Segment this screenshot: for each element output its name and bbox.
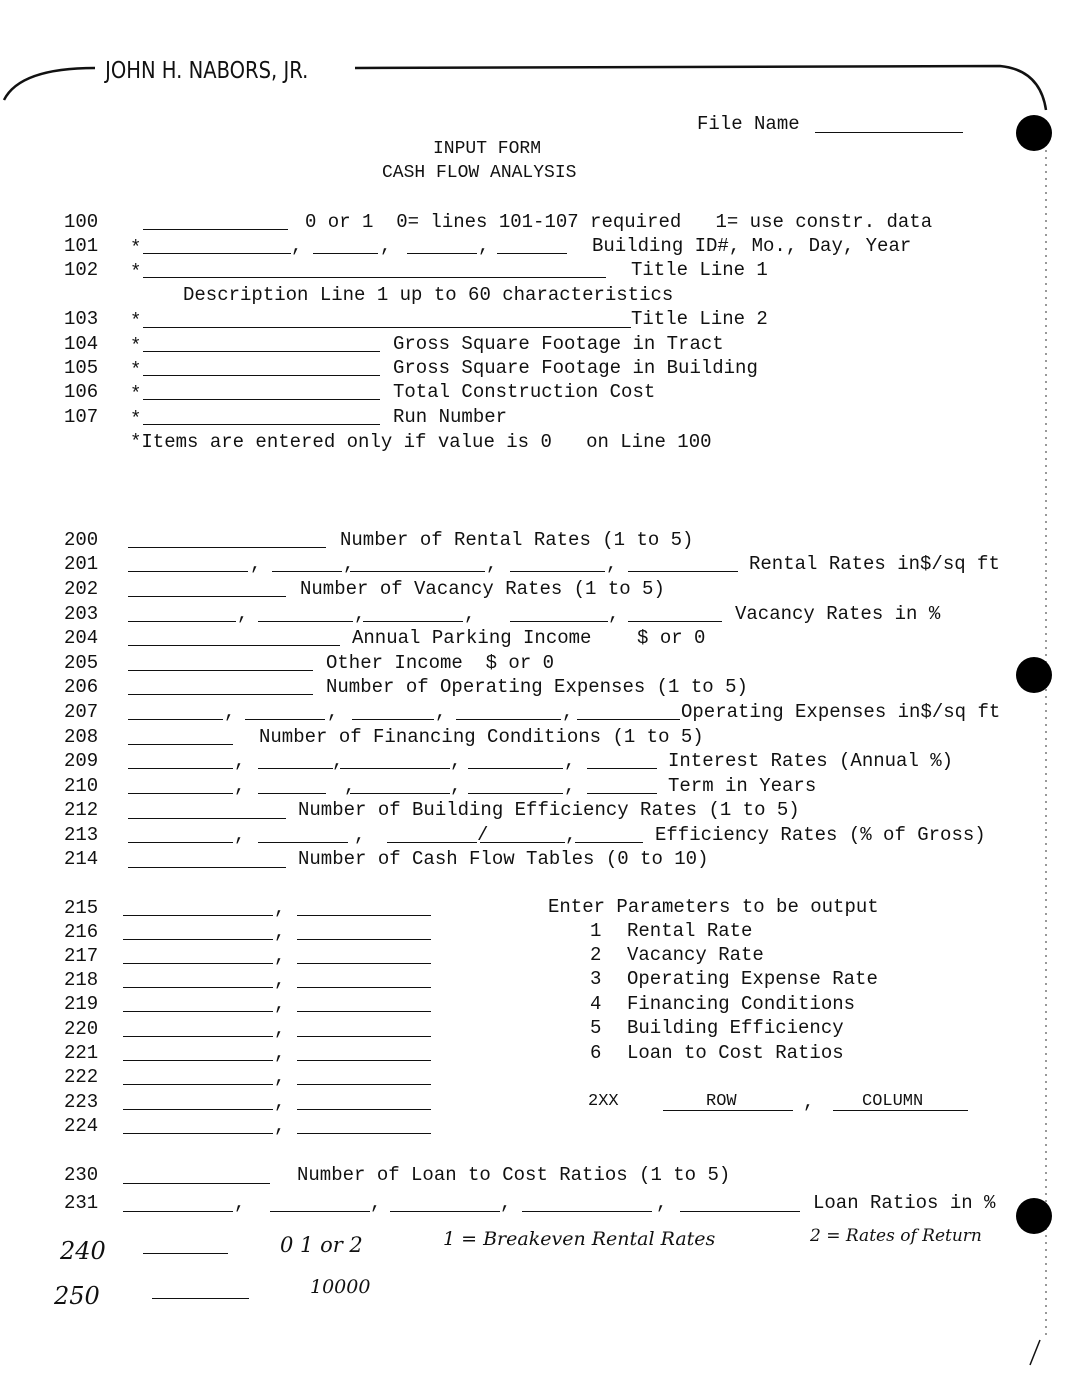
punch-hole <box>1016 657 1052 693</box>
building-footage-field[interactable] <box>143 375 380 376</box>
line-240-field[interactable] <box>143 1253 228 1254</box>
rental-rate-field[interactable] <box>628 571 738 572</box>
param-label: Vacancy Rate <box>627 944 764 966</box>
loan-ratio-field[interactable] <box>522 1211 652 1212</box>
row-value-field[interactable] <box>123 1060 273 1061</box>
interest-rate-field[interactable] <box>258 768 333 769</box>
efficiency-rate-field[interactable] <box>128 842 233 843</box>
param-number: 6 <box>590 1042 602 1064</box>
line-number: 222 <box>64 1066 99 1088</box>
interest-rate-field[interactable] <box>340 768 450 769</box>
column-value-field[interactable] <box>297 1036 431 1037</box>
line-number: 215 <box>64 897 99 919</box>
file-name-label: File Name <box>697 113 800 135</box>
line-number: 214 <box>64 848 99 870</box>
line-100-field[interactable] <box>143 229 288 230</box>
column-value-field[interactable] <box>297 1011 431 1012</box>
param-label: Financing Conditions <box>627 993 856 1015</box>
form-title: INPUT FORM <box>433 139 542 159</box>
separator-comma: , <box>274 1018 286 1040</box>
required-star: * <box>130 237 142 259</box>
required-star: * <box>130 310 142 332</box>
required-star: * <box>130 408 142 430</box>
line-number: 200 <box>64 529 99 551</box>
line-203-label: Vacancy Rates in % <box>735 603 941 625</box>
line-230-label: Number of Loan to Cost Ratios (1 to 5) <box>297 1164 731 1186</box>
line-103-label: Title Line 2 <box>631 308 768 330</box>
line-number: 208 <box>64 726 99 748</box>
separator-comma: , <box>274 945 286 967</box>
separator-comma: , <box>274 1091 286 1113</box>
line-231-label: Loan Ratios in % <box>813 1192 996 1214</box>
vacancy-rate-field[interactable] <box>258 621 353 622</box>
param-number: 5 <box>590 1017 602 1039</box>
loan-ratio-field[interactable] <box>123 1211 233 1212</box>
line-204-label: Annual Parking Income $ or 0 <box>352 627 706 649</box>
operating-expense-field[interactable] <box>577 719 680 720</box>
line-250-field[interactable] <box>152 1298 249 1299</box>
handwritten-line-240: 240 <box>60 1237 106 1265</box>
param-number: 4 <box>590 993 602 1015</box>
line-208-field[interactable] <box>128 744 233 745</box>
loan-ratio-field[interactable] <box>390 1211 500 1212</box>
line-number: 223 <box>64 1091 99 1113</box>
header-name: JOHN H. NABORS, JR. <box>100 58 313 84</box>
column-value-field[interactable] <box>297 1109 431 1110</box>
efficiency-rate-field[interactable] <box>480 842 565 843</box>
line-number: 210 <box>64 775 99 797</box>
line-number: 212 <box>64 799 99 821</box>
interest-rate-field[interactable] <box>128 768 233 769</box>
row-label: ROW <box>706 1092 737 1111</box>
param-label: Building Efficiency <box>627 1017 844 1039</box>
line-number: 219 <box>64 993 99 1015</box>
rental-rate-field[interactable] <box>350 571 485 572</box>
column-value-field[interactable] <box>297 1133 431 1134</box>
row-value-field[interactable] <box>123 1133 273 1134</box>
line-210-label: Term in Years <box>668 775 817 797</box>
separator-comma: , <box>274 969 286 991</box>
param-label: Rental Rate <box>627 920 753 942</box>
row-value-field[interactable] <box>123 963 273 964</box>
line-number: 218 <box>64 969 99 991</box>
line-106-label: Total Construction Cost <box>393 381 656 403</box>
rental-rate-field[interactable] <box>128 571 248 572</box>
line-104-label: Gross Square Footage in Tract <box>393 333 724 355</box>
column-value-field[interactable] <box>297 987 431 988</box>
line-number: 221 <box>64 1042 99 1064</box>
day-field[interactable] <box>407 253 477 254</box>
separator-comma: , <box>274 921 286 943</box>
punch-hole <box>1016 1198 1052 1234</box>
required-items-note: *Items are entered only if value is 0 on Line 100 <box>130 431 712 453</box>
line-number: 204 <box>64 627 99 649</box>
loan-ratio-field[interactable] <box>270 1211 370 1212</box>
param-number: 3 <box>590 968 602 990</box>
line-102-label: Title Line 1 <box>631 259 768 281</box>
row-value-field[interactable] <box>123 915 273 916</box>
operating-expense-field[interactable] <box>245 719 325 720</box>
line-208-label: Number of Financing Conditions (1 to 5) <box>259 726 704 748</box>
line-number: 217 <box>64 945 99 967</box>
row-value-field[interactable] <box>123 939 273 940</box>
separator-comma: , <box>274 1066 286 1088</box>
line-number: 206 <box>64 676 99 698</box>
line-number: 102 <box>64 259 99 281</box>
month-field[interactable] <box>313 253 378 254</box>
param-number: 1 <box>590 920 602 942</box>
line-230-field[interactable] <box>123 1183 270 1184</box>
line-202-label: Number of Vacancy Rates (1 to 5) <box>300 578 665 600</box>
form-subtitle: CASH FLOW ANALYSIS <box>382 163 577 183</box>
year-field[interactable] <box>497 253 567 254</box>
parameters-title: Enter Parameters to be output <box>548 896 879 918</box>
line-202-field[interactable] <box>128 596 286 597</box>
column-label: COLUMN <box>862 1092 924 1111</box>
line-205-label: Other Income $ or 0 <box>326 652 555 674</box>
efficiency-rate-field[interactable] <box>258 842 348 843</box>
separator-comma: , <box>274 1115 286 1137</box>
term-field[interactable] <box>468 793 563 794</box>
title-line-2-field[interactable] <box>143 327 631 328</box>
term-field[interactable] <box>587 793 657 794</box>
handwritten-line-250: 250 <box>54 1282 100 1310</box>
line-206-field[interactable] <box>128 694 313 695</box>
param-label: Operating Expense Rate <box>627 968 878 990</box>
efficiency-rate-field[interactable] <box>387 842 477 843</box>
line-200-label: Number of Rental Rates (1 to 5) <box>340 529 694 551</box>
line-number: 230 <box>64 1164 99 1186</box>
other-income-field[interactable] <box>128 670 313 671</box>
param-label: Loan to Cost Ratios <box>627 1042 844 1064</box>
required-star: * <box>130 261 142 283</box>
rental-rate-field[interactable] <box>272 571 342 572</box>
line-201-label: Rental Rates in$/sq ft <box>749 553 1000 575</box>
vacancy-rate-field[interactable] <box>628 621 722 622</box>
interest-rate-field[interactable] <box>468 768 563 769</box>
loan-ratio-field[interactable] <box>680 1211 800 1212</box>
line-number: 101 <box>64 235 99 257</box>
building-id-field[interactable] <box>143 253 291 254</box>
run-number-field[interactable] <box>143 424 380 425</box>
column-value-field[interactable] <box>297 915 431 916</box>
line-209-label: Interest Rates (Annual %) <box>668 750 954 772</box>
param-number: 2 <box>590 944 602 966</box>
required-star: * <box>130 335 142 357</box>
column-value-field[interactable] <box>297 939 431 940</box>
line-206-label: Number of Operating Expenses (1 to 5) <box>326 676 748 698</box>
line-number: 203 <box>64 603 99 625</box>
input-form-page: JOHN H. NABORS, JR. File Name INPUT FORM CASH FLOW ANALYSIS 100 0 or 1 0= lines 101-107 required 1= use constr. data 101 * , , , Building ID#, Mo., Day, Year 102 * Title Line 1 Description Line 1 up to 60 characteristics 103 * Title Line 2 104 * Gross Square Footage in Tract 105 * Gross Square Footage in Building 106 * Total Construction Cost 107 * Run Number *Items are entered only if value is 0 on Line 100 200 Number of Rental Rates (1 to 5) 201 , , , , Rental Rates in$/sq ft 202 Number of Vacancy Rates (1 to 5) 203 , , , , Vacancy Rates in % 204 Annual Parking Income $ or 0 205 Other Income $ or 0 206 Number of Operating Expenses (1 to 5) 207 , , , , Operating Expenses in$/sq ft 208 Number of Financing Conditions (1 to 5) 209 , , , , Interest Rates (Annual %) 210 , , , , Term in Years 212 Number of Building Efficiency Rates (1 to 5) 213 , , / , Efficiency Rates (% of Gross) 214 Number of Cash Flow Tables (0 to 10) 215 216 217 218 219 220 221 222 223 224 , , , , , , , , , , Enter Parameters to be output 1 Rental Rate 2 Vacancy Rate 3 Operating Expense Rate 4 Financing Conditions 5 Building Efficiency 6 Loan to Cost Ratios 2XX ROW , COLUMN 230 Number of Loan to Cost Ratios (1 to 5) 231 , , , , Loan Ratios in % 240 0 1 or 2 1 = Breakeven Rental Rates 2 = Rates of Return 250 10000 <box>0 0 1075 1380</box>
file-name-field[interactable] <box>815 132 963 133</box>
handwritten-value-250: 10000 <box>310 1276 371 1298</box>
line-207-label: Operating Expenses in$/sq ft <box>681 701 1001 723</box>
line-number: 207 <box>64 701 99 723</box>
operating-expense-field[interactable] <box>352 719 434 720</box>
line-number: 209 <box>64 750 99 772</box>
separator-comma: , <box>274 993 286 1015</box>
code-label: 2XX <box>588 1092 619 1111</box>
term-field[interactable] <box>350 793 450 794</box>
handwritten-option-2: 2 = Rates of Return <box>810 1226 982 1246</box>
operating-expense-field[interactable] <box>456 719 561 720</box>
line-100-label: 0 or 1 0= lines 101-107 required 1= use constr. data <box>305 211 933 233</box>
line-number: 224 <box>64 1115 99 1137</box>
line-212-label: Number of Building Efficiency Rates (1 to 5) <box>298 799 800 821</box>
separator-comma: , <box>274 897 286 919</box>
title-line-1-field[interactable] <box>143 277 606 278</box>
line-number: 220 <box>64 1018 99 1040</box>
line-number: 100 <box>64 211 99 233</box>
term-field[interactable] <box>258 793 326 794</box>
line-214-field[interactable] <box>128 867 286 868</box>
column-value-field[interactable] <box>297 963 431 964</box>
required-star: * <box>130 383 142 405</box>
punch-hole <box>1016 115 1052 151</box>
line-number: 213 <box>64 824 99 846</box>
operating-expense-field[interactable] <box>128 719 223 720</box>
line-107-label: Run Number <box>393 406 508 428</box>
row-value-field[interactable] <box>123 1084 273 1085</box>
column-value-field[interactable] <box>297 1060 431 1061</box>
rental-rate-field[interactable] <box>510 571 605 572</box>
line-number: 107 <box>64 406 99 428</box>
line-212-field[interactable] <box>128 818 286 819</box>
vacancy-rate-field[interactable] <box>128 621 236 622</box>
line-number: 205 <box>64 652 99 674</box>
efficiency-rate-field[interactable] <box>575 842 643 843</box>
line-200-field[interactable] <box>128 547 326 548</box>
line-105-label: Gross Square Footage in Building <box>393 357 758 379</box>
column-value-field[interactable] <box>297 1084 431 1085</box>
vacancy-rate-field[interactable] <box>510 621 608 622</box>
vacancy-rate-field[interactable] <box>363 621 463 622</box>
parking-income-field[interactable] <box>128 645 340 646</box>
line-number: 105 <box>64 357 99 379</box>
row-value-field[interactable] <box>123 1109 273 1110</box>
tract-footage-field[interactable] <box>143 351 380 352</box>
construction-cost-field[interactable] <box>143 399 380 400</box>
line-number: 103 <box>64 308 99 330</box>
line-number: 216 <box>64 921 99 943</box>
required-star: * <box>130 359 142 381</box>
row-value-field[interactable] <box>123 1036 273 1037</box>
line-number: 201 <box>64 553 99 575</box>
interest-rate-field[interactable] <box>587 768 657 769</box>
row-value-field[interactable] <box>123 987 273 988</box>
line-number: 104 <box>64 333 99 355</box>
line-number: 106 <box>64 381 99 403</box>
description-note: Description Line 1 up to 60 characteristics <box>183 284 674 306</box>
line-214-label: Number of Cash Flow Tables (0 to 10) <box>298 848 709 870</box>
separator-comma: , <box>274 1042 286 1064</box>
term-field[interactable] <box>128 793 233 794</box>
line-213-label: Efficiency Rates (% of Gross) <box>655 824 986 846</box>
line-101-label: Building ID#, Mo., Day, Year <box>592 235 912 257</box>
handwritten-option-1: 1 = Breakeven Rental Rates <box>443 1228 716 1250</box>
row-value-field[interactable] <box>123 1011 273 1012</box>
line-number: 202 <box>64 578 99 600</box>
line-number: 231 <box>64 1192 99 1214</box>
handwritten-value-240: 0 1 or 2 <box>280 1233 363 1257</box>
